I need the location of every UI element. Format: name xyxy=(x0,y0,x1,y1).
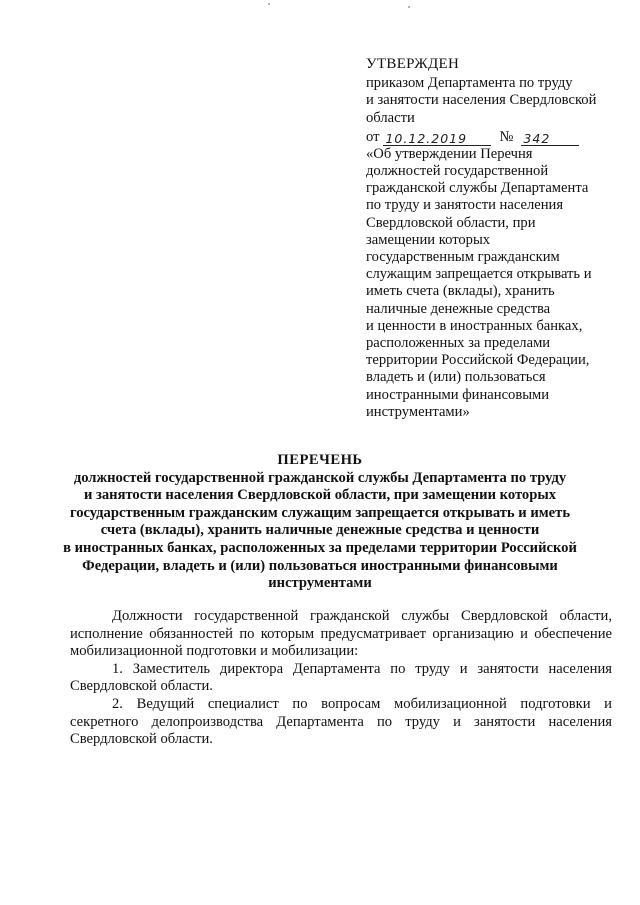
document-heading xyxy=(60,452,580,593)
approval-block xyxy=(366,56,616,421)
list-item: 1. Заместитель директора Департамента по труду и занятости населения Свердловской области. xyxy=(70,660,612,695)
document-body xyxy=(70,608,612,749)
date-prefix: от xyxy=(366,128,380,145)
scan-speck xyxy=(408,6,410,8)
number-prefix: № xyxy=(499,128,514,145)
handwritten-date: 10.12.2019 xyxy=(383,132,491,146)
heading-title: ПЕРЕЧЕНЬ xyxy=(277,452,363,468)
scan-speck xyxy=(268,3,270,5)
list-item: 2. Ведущий специалист по вопросам мобилизационной подготовки и секретного делопроизводства Департамента по труду и занятости населения Свердловской области. xyxy=(70,695,612,748)
approval-title: УТВЕРЖДЕН xyxy=(366,56,460,72)
heading-subtitle: должностей государственной гражданской службы Департамента по труду и занятости населения Свердловской области, при замещении которых государственным гражданским служащим запрещается открывать и иметь счета (вклады), хранить наличные денежные средства и ценности в иностранных банках, расположенных за пределами территории Российской Федерации, владеть и (или) пользоваться иностранными финансовыми инструментами xyxy=(63,469,577,592)
body-intro: Должности государственной гражданской службы Свердловской области, исполнение обязанностей по которым предусматривает организацию и обеспечение мобилизационной подготовки и мобилизации: xyxy=(70,608,612,660)
approval-date-line xyxy=(366,127,616,146)
approval-ordered-by: приказом Департамента по труду и занятости населения Свердловской области xyxy=(366,75,597,126)
handwritten-number: 342 xyxy=(521,132,579,146)
approval-order-title: «Об утверждении Перечня должностей государственной гражданской службы Департамента по труду и занятости населения Свердловской области, при замещении которых государственным гражданским служащим запрещается открывать и иметь счета (вклады), хранить наличные денежные средства и ценности в иностранных банках, расположенных за пределами территории Российской Федерации, владеть и (или) пользоваться иностранными финансовыми инструментами» xyxy=(366,145,592,420)
